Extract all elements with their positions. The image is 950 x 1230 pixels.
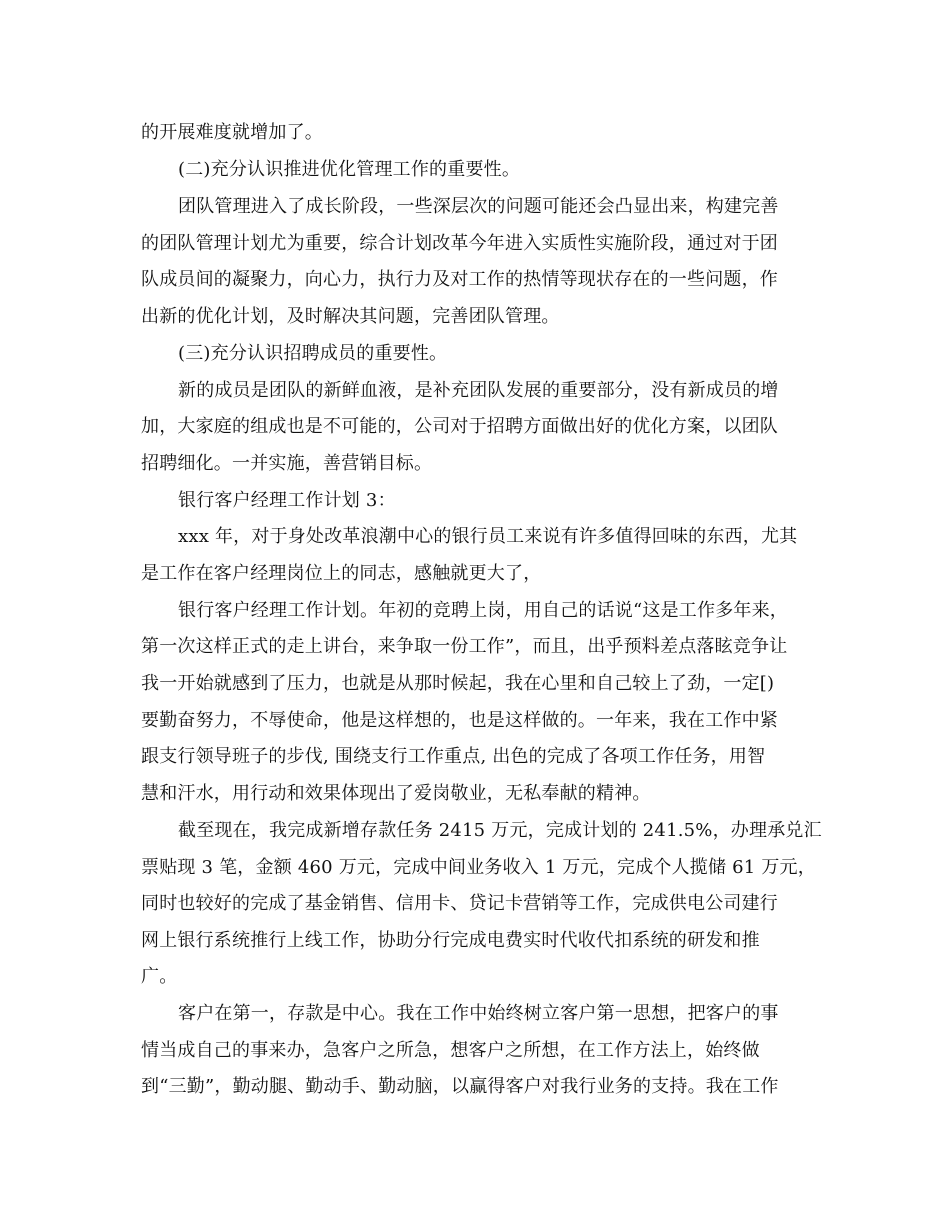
- text-line: 网上银行系统推行上线工作，协助分行完成电费实时代收代扣系统的研发和推: [141, 930, 760, 951]
- text-line: 团队管理进入了成长阶段，一些深层次的问题可能还会凸显出来，构建完善: [178, 196, 779, 217]
- text-line: 招聘细化。一并实施，善营销目标。: [141, 453, 433, 474]
- text-line: 票贴现 3 笔，金额 460 万元，完成中间业务收入 1 万元，完成个人揽储 61 万元，: [141, 857, 816, 878]
- text-line: 银行客户经理工作计划。年初的竞聘上岗，用自己的话说“这是工作多年来，: [178, 600, 788, 621]
- section-heading: (二)充分认识推进优化管理工作的重要性。: [178, 159, 521, 180]
- section-heading: 银行客户经理工作计划 3：: [178, 490, 396, 511]
- text-line: 慧和汗水，用行动和效果体现出了爱岗敬业，无私奉献的精神。: [141, 783, 651, 804]
- text-line: 是工作在客户经理岗位上的同志，感触就更大了，: [141, 563, 542, 584]
- text-line: 情当成自己的事来办，急客户之所急，想客户之所想，在工作方法上，始终做: [141, 1040, 760, 1061]
- text-line: 的团队管理计划尤为重要，综合计划改革今年进入实质性实施阶段，通过对于团: [141, 233, 778, 254]
- text-line: 到“三勤”，勤动腿、勤动手、勤动脑，以赢得客户对我行业务的支持。我在工作: [141, 1076, 779, 1097]
- text-line: 的开展难度就增加了。: [141, 122, 323, 143]
- text-line: 跟支行领导班子的步伐, 围绕支行工作重点, 出色的完成了各项工作任务，用智: [141, 746, 766, 767]
- text-line: 队成员间的凝聚力，向心力，执行力及对工作的热情等现状存在的一些问题，作: [141, 269, 778, 290]
- text-line: 客户在第一，存款是中心。我在工作中始终树立客户第一思想，把客户的事: [178, 1003, 779, 1024]
- text-line: xxx 年，对于身处改革浪潮中心的银行员工来说有许多值得回味的东西，尤其: [178, 526, 798, 547]
- text-line: 截至现在，我完成新增存款任务 2415 万元，完成计划的 241.5%，办理承兑汇: [178, 820, 822, 841]
- text-line: 第一次这样正式的走上讲台，来争取一份工作”，而且，出乎预料差点落眩竞争让: [141, 636, 788, 657]
- text-line: 广。: [141, 966, 178, 987]
- text-line: 要勤奋努力，不辱使命，他是这样想的，也是这样做的。一年来，我在工作中紧: [141, 710, 778, 731]
- text-line: 同时也较好的完成了基金销售、信用卡、贷记卡营销等工作，完成供电公司建行: [141, 893, 778, 914]
- text-line: 新的成员是团队的新鲜血液，是补充团队发展的重要部分，没有新成员的增: [178, 380, 779, 401]
- text-line: 我一开始就感到了压力，也就是从那时候起，我在心里和自己较上了劲，一定[): [141, 673, 775, 694]
- text-line: 加，大家庭的组成也是不可能的，公司对于招聘方面做出好的优化方案，以团队: [141, 416, 778, 437]
- section-heading: (三)充分认识招聘成员的重要性。: [178, 343, 448, 364]
- text-line: 出新的优化计划，及时解决其问题，完善团队管理。: [141, 306, 560, 327]
